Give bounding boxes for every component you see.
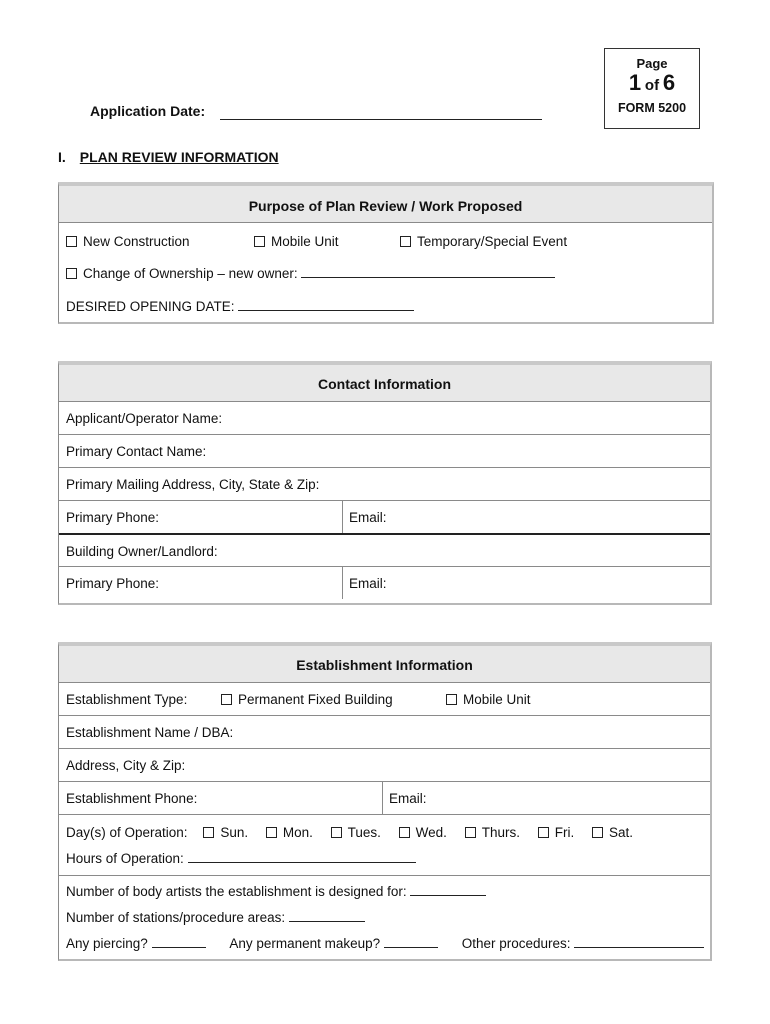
owner-phone-label: Primary Phone: — [66, 576, 160, 591]
stations-label: Number of stations/procedure areas: — [66, 910, 286, 925]
day-label: Sat. — [609, 825, 634, 840]
establishment-email-label: Email: — [389, 791, 427, 806]
desired-opening-label: DESIRED OPENING DATE: — [66, 299, 235, 314]
checkbox-icon[interactable] — [331, 827, 342, 838]
primary-contact-label: Primary Contact Name: — [66, 444, 207, 459]
purpose-header: Purpose of Plan Review / Work Proposed — [59, 186, 712, 222]
new-owner-field[interactable] — [301, 267, 555, 278]
owner-label: Building Owner/Landlord: — [66, 544, 218, 559]
owner-phone-email-row — [59, 566, 710, 599]
desired-opening-date — [66, 299, 414, 314]
primary-phone-label: Primary Phone: — [66, 510, 160, 525]
other-label: Other procedures: — [461, 936, 571, 951]
establishment-name-row[interactable] — [59, 715, 710, 748]
option-label: Temporary/Special Event — [417, 234, 568, 249]
checkbox-icon[interactable] — [446, 694, 457, 705]
option-change-ownership[interactable] — [66, 266, 555, 281]
option-temporary-event[interactable] — [400, 234, 567, 249]
day-fri[interactable] — [538, 825, 575, 840]
artists-label: Number of body artists the establishment is designed for: — [66, 884, 407, 899]
page-of: of — [644, 77, 660, 94]
form-id: FORM 5200 — [617, 101, 687, 115]
owner-row[interactable] — [59, 533, 710, 566]
day-mon[interactable] — [266, 825, 313, 840]
page-total: 6 — [662, 70, 676, 95]
establishment-table — [58, 642, 712, 961]
establishment-name-label: Establishment Name / DBA: — [66, 725, 234, 740]
day-sat[interactable] — [592, 825, 633, 840]
makeup-field[interactable] — [384, 937, 438, 948]
day-label: Wed. — [415, 825, 447, 840]
establishment-phone-row — [59, 781, 710, 814]
primary-contact-row[interactable] — [59, 434, 710, 467]
email-label: Email: — [349, 510, 387, 525]
phone-email-row — [59, 500, 710, 533]
option-label: Permanent Fixed Building — [238, 692, 393, 707]
operation-section — [59, 814, 710, 875]
artists-field[interactable] — [410, 885, 486, 896]
day-label: Mon. — [282, 825, 313, 840]
day-label: Sun. — [220, 825, 249, 840]
checkbox-icon[interactable] — [400, 236, 411, 247]
purpose-table — [58, 182, 714, 324]
day-label: Fri. — [554, 825, 575, 840]
option-label: New Construction — [83, 234, 190, 249]
option-mobile-unit-establishment[interactable] — [446, 683, 531, 716]
checkbox-icon[interactable] — [66, 236, 77, 247]
artists-row — [66, 884, 486, 899]
address-row[interactable] — [59, 748, 710, 781]
checkbox-icon[interactable] — [465, 827, 476, 838]
option-label: Change of Ownership – new owner: — [83, 266, 298, 281]
piercing-field[interactable] — [152, 937, 206, 948]
option-permanent-building[interactable] — [221, 683, 393, 716]
option-label: Mobile Unit — [271, 234, 339, 249]
desired-opening-field[interactable] — [238, 300, 414, 311]
contact-header: Contact Information — [59, 365, 710, 401]
stations-row — [66, 910, 365, 925]
checkbox-icon[interactable] — [254, 236, 265, 247]
day-wed[interactable] — [399, 825, 447, 840]
day-tues[interactable] — [331, 825, 381, 840]
section-title: PLAN REVIEW INFORMATION — [79, 149, 279, 165]
days-label: Day(s) of Operation: — [66, 825, 188, 840]
applicant-label: Applicant/Operator Name: — [66, 411, 223, 426]
day-label: Thurs. — [481, 825, 520, 840]
mailing-address-row[interactable] — [59, 467, 710, 500]
section-number: I. — [58, 149, 66, 165]
address-label: Address, City & Zip: — [66, 758, 186, 773]
mailing-address-label: Primary Mailing Address, City, State & Zip: — [66, 477, 320, 492]
checkbox-icon[interactable] — [538, 827, 549, 838]
page-number — [605, 71, 699, 98]
makeup-label: Any permanent makeup? — [229, 936, 381, 951]
other-field[interactable] — [574, 937, 704, 948]
establishment-type-row — [59, 682, 710, 715]
day-thurs[interactable] — [465, 825, 520, 840]
application-date-label: Application Date: — [90, 103, 206, 119]
option-label: Mobile Unit — [463, 692, 531, 707]
establishment-type-label: Establishment Type: — [66, 692, 188, 707]
hours-row — [66, 851, 416, 866]
piercing-label: Any piercing? — [66, 936, 148, 951]
checkbox-icon[interactable] — [592, 827, 603, 838]
establishment-phone-label: Establishment Phone: — [66, 791, 198, 806]
stations-field[interactable] — [289, 911, 365, 922]
option-new-construction[interactable] — [66, 234, 190, 249]
hours-label: Hours of Operation: — [66, 851, 184, 866]
checkbox-icon[interactable] — [66, 268, 77, 279]
option-mobile-unit[interactable] — [254, 234, 339, 249]
section-heading — [58, 149, 279, 165]
procedures-row — [66, 936, 704, 951]
checkbox-icon[interactable] — [203, 827, 214, 838]
contact-table — [58, 361, 712, 605]
procedures-section — [59, 875, 710, 960]
page-current: 1 — [628, 70, 642, 95]
page-label: Page — [636, 56, 668, 71]
hours-field[interactable] — [188, 852, 416, 863]
checkbox-icon[interactable] — [266, 827, 277, 838]
checkbox-icon[interactable] — [221, 694, 232, 705]
application-date-field[interactable] — [220, 119, 542, 120]
checkbox-icon[interactable] — [399, 827, 410, 838]
days-row — [66, 825, 633, 840]
applicant-row[interactable] — [59, 401, 710, 434]
day-label: Tues. — [347, 825, 381, 840]
owner-email-label: Email: — [349, 576, 387, 591]
establishment-header: Establishment Information — [59, 646, 710, 682]
page-indicator — [604, 48, 700, 129]
day-sun[interactable] — [203, 825, 248, 840]
